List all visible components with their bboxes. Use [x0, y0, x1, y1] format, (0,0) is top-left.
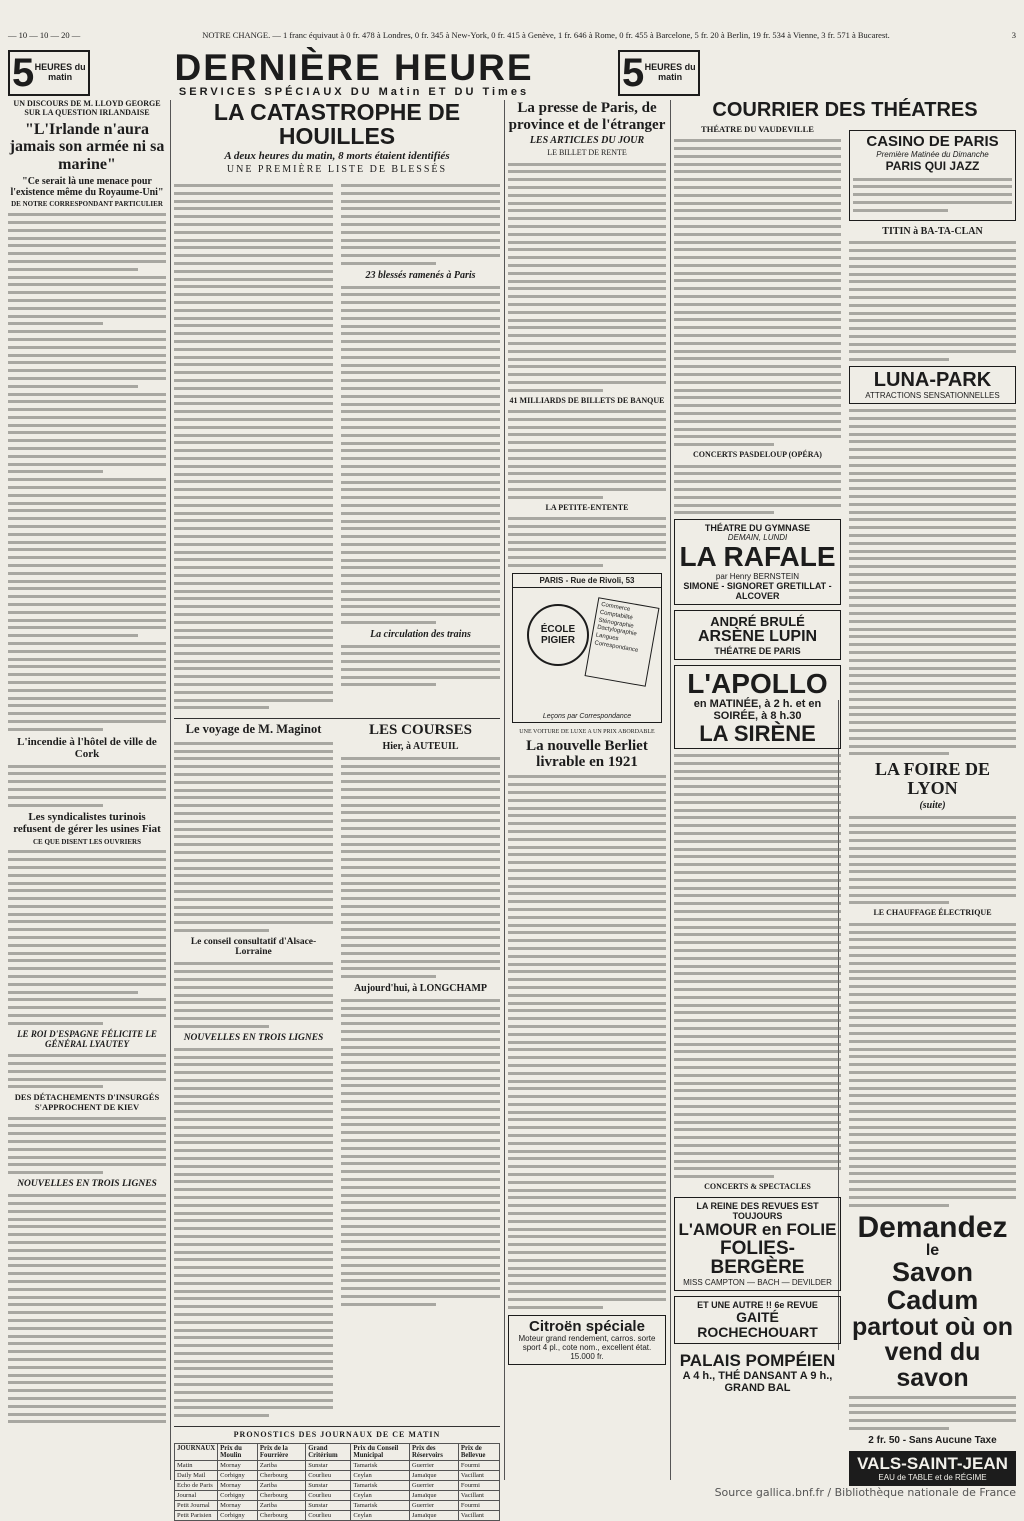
cadum-price: 2 fr. 50 - Sans Aucune Taxe	[868, 1434, 997, 1446]
column-right: COURRIER DES THÉATRES THÉATRE DU VAUDEVILLE CONCERTS PASDELOUP (OPÉRA) THÉATRE DU GYMNASE DEMAIN, LUNDI LA RAFALE par Henry BERNSTEIN SIMONE - SIGNORET GRETILLAT - ALCOVER ANDRÉ BRULÉ ARSÈNE LUPIN THÉATRE DE PARIS L'APOLLO en MATINÉE, à 2 h. et en SOIRÉE, à 8 h.30 LA SIRÈNE CONCERTS & SPECTACLES LA REINE DES REVUES EST TOUJOURS L'AMOUR en FOLIE FOLIES-BERGÈRE MISS CAMPTON — BACH — DEVILDER ET UNE AUTRE !! 6e REVUE GAITÉ ROCHECHOUART PALAIS POMPÉIEN A 4 h., THÉ DANSANT A 9 h., GRAND BAL CASINO DE PARIS Première Matinée du Dimanche PARIS QUI JAZZ TITIN à BA-TA-CLAN LUNA-PARK ATTRACTIONS SENSATIONNELLES LA FOIRE DE LYON (suite) LE CHAUFFAGE ÉLECTRIQUE Demandez le Savon Cadum partout où on vend du savon 2 fr. 50 - Sans Aucune Taxe VALS-SAINT-JEAN EAU de TABLE et de RÉGIME	[674, 100, 1016, 1480]
section-headline: CONCERTS & SPECTACLES	[704, 1181, 811, 1191]
column-divider	[670, 100, 671, 1480]
table-cell: Ceylan	[351, 1490, 410, 1500]
table-cell: Cherbourg	[257, 1510, 305, 1520]
ad-title: ARSÈNE LUPIN	[697, 627, 818, 645]
ad-title: GAITÉ ROCHECHOUART	[697, 1309, 818, 1341]
table-cell: Ceylan	[351, 1510, 410, 1520]
section-headline: NOUVELLES EN TROIS LIGNES	[17, 1179, 157, 1190]
article-headline: La presse de Paris, de province et de l'étranger	[508, 100, 666, 133]
column-divider	[170, 100, 171, 1480]
masthead-title-block	[96, 46, 612, 98]
column-center-right	[508, 100, 666, 1480]
pigier-advertisement	[512, 573, 662, 723]
pigier-subjects: Commerce Comptabilité Sténographie Dactylographie Langues Correspondance	[585, 597, 660, 687]
table-cell: Guerrier	[409, 1500, 458, 1510]
table-header-cell: Prix du Moulin	[218, 1443, 258, 1460]
pronostics-table	[174, 1443, 500, 1521]
section-headline: Les syndicalistes turinois refusent de gérer les usines Fiat	[13, 811, 161, 836]
article-subhead: LES ARTICLES DU JOUR	[529, 135, 645, 146]
article-byline: DE NOTRE CORRESPONDANT PARTICULIER	[11, 200, 163, 209]
column-left	[8, 100, 166, 1480]
ad-title: LA RAFALE	[679, 541, 836, 573]
source-credit: Source gallica.bnf.fr / Bibliothèque nationale de France	[714, 1486, 1016, 1499]
date-line: — 10 — 10 — 20 —	[8, 30, 81, 40]
cadum-line: le	[925, 1242, 940, 1260]
ad-address: PARIS - Rue de Rivoli, 53	[513, 574, 661, 588]
table-row	[175, 1490, 500, 1500]
table-cell: Journal	[175, 1490, 218, 1500]
ad-cast: SIMONE - SIGNORET GRETILLAT - ALCOVER	[683, 580, 832, 601]
section-headline: DES DÉTACHEMENTS D'INSURGÉS S'APPROCHENT DE KIEV	[14, 1092, 160, 1112]
section-headline: Le voyage de M. Maginot	[185, 722, 322, 737]
folies-bergere-advertisement: LA REINE DES REVUES EST TOUJOURS L'AMOUR en FOLIE FOLIES-BERGÈRE MISS CAMPTON — BACH — DEVILDER	[674, 1197, 841, 1292]
table-cell: Jamaïque	[409, 1510, 458, 1520]
table-cell: Cherbourg	[257, 1490, 305, 1500]
table-header-cell: Prix de Bellevue	[458, 1443, 499, 1460]
table-cell: Vacillant	[458, 1490, 499, 1500]
table-cell: Zariba	[257, 1500, 305, 1510]
luna-park-advertisement: LUNA-PARK ATTRACTIONS SENSATIONNELLES	[849, 366, 1016, 404]
cadum-line: partout où on	[851, 1312, 1014, 1341]
table-cell: Courlieu	[306, 1470, 351, 1480]
table-cell: Tamarisk	[351, 1500, 410, 1510]
article-headline: "L'Irlande n'aura jamais son armée ni sa marine"	[9, 120, 165, 173]
cadum-line: Savon Cadum	[886, 1257, 979, 1315]
article-deck: A deux heures du matin, 8 morts étaient identifiés	[224, 150, 450, 163]
table-cell: Mornay	[218, 1480, 258, 1490]
table-header-cell: Prix des Réservoirs	[409, 1443, 458, 1460]
table-row	[175, 1510, 500, 1520]
time-box-left: 5 HEURES du matin	[8, 50, 90, 96]
table-cell: Zariba	[257, 1460, 305, 1470]
page-number: 3	[1011, 30, 1016, 40]
ad-cast: MISS CAMPTON — BACH — DEVILDER	[683, 1278, 832, 1288]
masthead	[8, 46, 700, 100]
ad-text: Moteur grand rendement, carros. sorte sport 4 pl., cote nom., excellent état. 15.000 fr.	[518, 1334, 656, 1362]
table-header-cell: JOURNAUX	[175, 1443, 218, 1460]
ad-title: CASINO DE PARIS	[866, 133, 999, 150]
table-cell: Fourmi	[458, 1480, 499, 1490]
apollo-advertisement: L'APOLLO en MATINÉE, à 2 h. et en SOIRÉE, à 8 h.30 LA SIRÈNE	[674, 665, 841, 749]
ad-title: Citroën spéciale	[529, 1317, 645, 1335]
exchange-rates: NOTRE CHANGE. — 1 franc équivaut à 0 fr. 478 à Londres, 0 fr. 345 à New-York, 0 fr. 415 à Genève, 1 fr. 646 à Rome, 0 fr. 455 à Barcelone, 5 fr. 20 à Berlin, 19 fr. 534 à Vienne, 3 fr. 571 à Bucarest.	[202, 30, 890, 40]
section-headline: LE ROI D'ESPAGNE FÉLICITE LE GÉNÉRAL LYAUTEY	[17, 1028, 157, 1049]
concert-name: CONCERTS PASDELOUP (OPÉRA)	[693, 450, 822, 460]
section-headline: LA PETITE-ENTENTE	[545, 502, 629, 512]
section-headline: LES COURSES	[369, 722, 472, 739]
casino-advertisement: CASINO DE PARIS Première Matinée du Dimanche PARIS QUI JAZZ	[849, 130, 1016, 221]
article-subhead: UNE PREMIÈRE LISTE DE BLESSÉS	[226, 164, 448, 176]
article-kicker: UN DISCOURS DE M. LLOYD GEORGE SUR LA QUESTION IRLANDAISE	[13, 99, 161, 117]
article-deck: "Ce serait là une menace pour l'existence même du Royaume-Uni"	[10, 176, 164, 199]
section-subhead: Hier, à AUTEUIL	[382, 741, 459, 753]
table-cell: Sunstar	[306, 1460, 351, 1470]
table-cell: Sunstar	[306, 1480, 351, 1490]
table-cell: Petit Parisien	[175, 1510, 218, 1520]
table-cell: Vacillant	[458, 1470, 499, 1480]
ad-title: L'APOLLO	[687, 667, 828, 699]
column-center-left	[174, 99, 500, 1519]
table-cell: Guerrier	[409, 1480, 458, 1490]
table-header-row	[175, 1443, 500, 1460]
section-headline: LE BILLET DE RENTE	[547, 148, 627, 157]
table-cell: Jamaïque	[409, 1490, 458, 1500]
table-cell: Jamaïque	[409, 1470, 458, 1480]
table-cell: Echo de Paris	[175, 1480, 218, 1490]
ad-title: PALAIS POMPÉIEN	[679, 1350, 836, 1370]
table-cell: Daily Mail	[175, 1470, 218, 1480]
ad-title: LUNA-PARK	[873, 369, 992, 392]
cadum-line: Demandez	[857, 1210, 1008, 1244]
cadum-line: vend du savon	[884, 1338, 981, 1392]
table-cell: Corbigny	[218, 1510, 258, 1520]
lupin-advertisement: ANDRÉ BRULÉ ARSÈNE LUPIN THÉATRE DE PARIS	[674, 610, 841, 660]
theatre-name: THÉATRE DU VAUDEVILLE	[701, 124, 814, 134]
table-row	[175, 1470, 500, 1480]
masthead-subtitle: SERVICES SPÉCIAUX DU Matin ET DU Times	[178, 85, 530, 98]
section-headline: 41 MILLIARDS DE BILLETS DE BANQUE	[509, 395, 665, 405]
masthead-title: DERNIÈRE HEURE	[174, 46, 534, 88]
table-cell: Corbigny	[218, 1470, 258, 1480]
section-headline: L'incendie à l'hôtel de ville de Cork	[17, 735, 157, 760]
table-cell: Courlieu	[306, 1490, 351, 1500]
section-subhead: Aujourd'hui, à LONGCHAMP	[353, 982, 488, 994]
table-cell: Ceylan	[351, 1470, 410, 1480]
citroen-advertisement	[508, 1315, 666, 1366]
table-cell: Tamarisk	[351, 1460, 410, 1470]
table-row	[175, 1500, 500, 1510]
table-header-cell: Grand Critérium	[306, 1443, 351, 1460]
time-box-right: 5 HEURES du matin	[618, 50, 700, 96]
table-cell: Sunstar	[306, 1500, 351, 1510]
gymnase-advertisement: THÉATRE DU GYMNASE DEMAIN, LUNDI LA RAFALE par Henry BERNSTEIN SIMONE - SIGNORET GRETILLAT - ALCOVER	[674, 519, 841, 604]
article-kicker: UNE VOITURE DE LUXE A UN PRIX ABORDABLE	[519, 729, 655, 736]
section-headline: TITIN à BA-TA-CLAN	[882, 225, 983, 237]
section-subhead: LE CHAUFFAGE ÉLECTRIQUE	[873, 908, 992, 918]
section-headline: NOUVELLES EN TROIS LIGNES	[183, 1032, 324, 1043]
ad-theatre: THÉATRE DU GYMNASE	[704, 523, 811, 534]
table-cell: Matin	[175, 1460, 218, 1470]
pigier-logo: ÉCOLE PIGIER	[527, 604, 589, 666]
table-cell: Zariba	[257, 1480, 305, 1490]
column-divider	[504, 100, 505, 1480]
ad-title: VALS-SAINT-JEAN	[857, 1453, 1008, 1473]
article-headline: La nouvelle Berliet livrable en 1921	[526, 737, 648, 771]
ad-title: FOLIES-BERGÈRE	[710, 1237, 805, 1279]
section-headline: LA FOIRE DE LYON	[874, 759, 991, 799]
article-subhead: La circulation des trains	[370, 628, 471, 640]
article-subhead: 23 blessés ramenés à Paris	[365, 269, 476, 281]
table-cell: Guerrier	[409, 1460, 458, 1470]
section-headline: Le conseil consultatif d'Alsace-Lorraine	[190, 936, 317, 958]
table-cell: Fourmi	[458, 1460, 499, 1470]
palais-pompeien-advertisement: PALAIS POMPÉIEN A 4 h., THÉ DANSANT A 9 h., GRAND BAL	[674, 1349, 841, 1397]
table-cell: Petit Journal	[175, 1500, 218, 1510]
table-cell: Corbigny	[218, 1490, 258, 1500]
cadum-advertisement	[849, 1210, 1016, 1392]
ad-tagline: Leçons par Correspondance	[542, 713, 632, 721]
table-header-cell: Prix du Conseil Municipal	[351, 1443, 410, 1460]
section-subhead: CE QUE DISENT LES OUVRIERS	[32, 837, 141, 846]
article-headline: LA CATASTROPHE DE HOUILLES	[213, 99, 461, 150]
table-row	[175, 1460, 500, 1470]
table-cell: Courlieu	[306, 1510, 351, 1520]
exchange-rate-line	[8, 30, 1016, 44]
table-cell: Vacillant	[458, 1510, 499, 1520]
article-body	[8, 213, 166, 731]
section-headline: COURRIER DES THÉATRES	[712, 99, 978, 121]
table-cell: Fourmi	[458, 1500, 499, 1510]
table-cell: Mornay	[218, 1500, 258, 1510]
table-cell: Tamarisk	[351, 1480, 410, 1490]
gaite-advertisement: ET UNE AUTRE !! 6e REVUE GAITÉ ROCHECHOUART	[674, 1296, 841, 1343]
table-row	[175, 1480, 500, 1490]
table-cell: Mornay	[218, 1460, 258, 1470]
table-cell: Cherbourg	[257, 1470, 305, 1480]
vals-advertisement: VALS-SAINT-JEAN EAU de TABLE et de RÉGIME	[849, 1451, 1016, 1486]
table-header-cell: Prix de la Fourrière	[257, 1443, 305, 1460]
table-title: PRONOSTICS DES JOURNAUX DE CE MATIN	[233, 1430, 441, 1440]
